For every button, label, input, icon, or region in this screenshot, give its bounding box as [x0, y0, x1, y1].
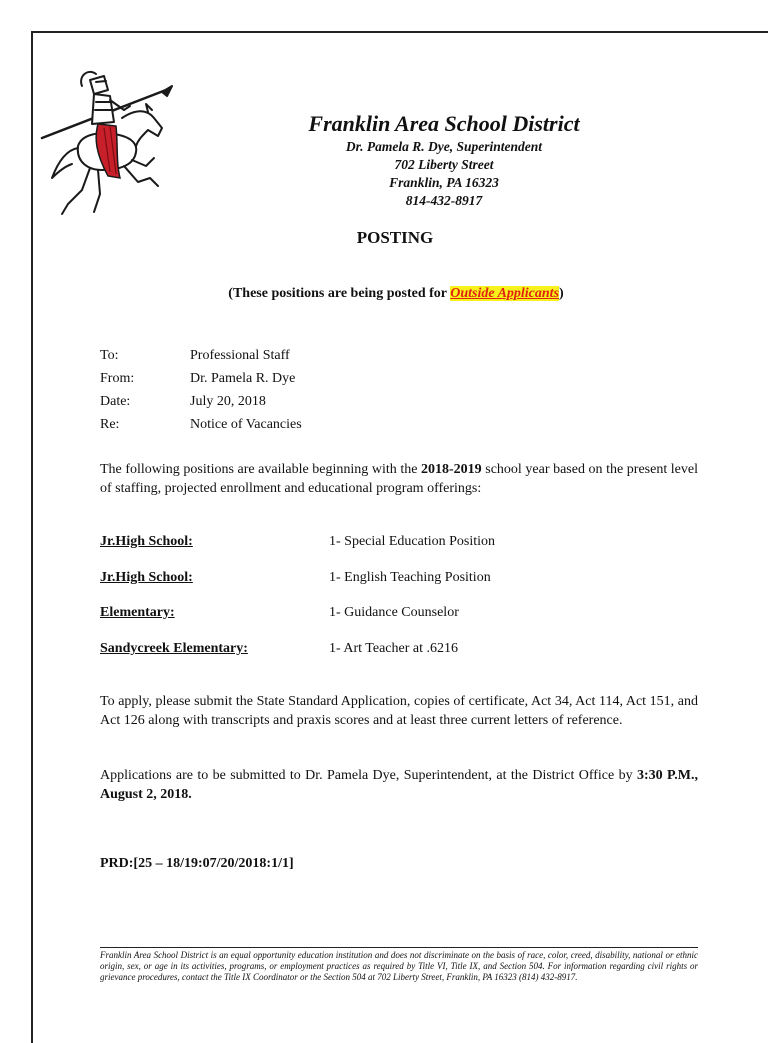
deadline-text: Applications are to be submitted to Dr. Pamela Dye, Superintendent, at the District Office by [100, 768, 637, 783]
memo-value: Dr. Pamela R. Dye [190, 371, 296, 386]
deadline-date: 3:30 P.M., August 2, 2018. [100, 768, 698, 802]
district-name: Franklin Area School District [308, 111, 580, 136]
vacancy-location: Sandycreek Elementary: [100, 641, 248, 656]
page-title: POSTING [356, 228, 434, 247]
knight-on-horse-icon [38, 66, 174, 220]
vacancy-location: Jr.High School: [100, 570, 193, 585]
reference-code: PRD:[25 – 18/19:07/20/2018:1/1] [100, 856, 294, 871]
vacancy-row [100, 641, 620, 657]
phone-number: 814-432-8917 [405, 193, 483, 208]
vacancy-position: 1- English Teaching Position [329, 570, 491, 585]
memo-value: Professional Staff [190, 348, 290, 363]
apply-paragraph: To apply, please submit the State Standard Application, copies of certificate, Act 34, Act 114, Act 151, and Act 126 along with transcripts and praxis scores and at least three current letters of reference. [100, 694, 698, 728]
memo-row-date [100, 390, 302, 413]
memo-row-re [100, 413, 302, 436]
superintendent-line: Dr. Pamela R. Dye, Superintendent [345, 139, 543, 154]
intro-text: The following positions are available beginning with the [100, 462, 422, 477]
memo-header [100, 344, 302, 436]
applicant-notice [100, 286, 692, 302]
notice-prefix: (These positions are being posted for [228, 286, 451, 301]
vacancy-row [100, 570, 620, 586]
intro-paragraph [100, 461, 698, 498]
vacancy-position: 1- Special Education Position [329, 534, 496, 549]
vacancy-row [100, 605, 620, 621]
school-year: 2018-2019 [421, 462, 482, 477]
memo-label: Date: [100, 394, 131, 409]
vacancy-position: 1- Art Teacher at .6216 [329, 641, 458, 656]
nondiscrimination-footer: Franklin Area School District is an equal opportunity education institution and does not discriminate on the basis of race, color, creed, disability, national or ethnic origin, sex, or age in its activities, programs, or employment practices as required by Title VI, Title IX, and Section 504. For information regarding civil rights or grievance procedures, contact the Title IX Coordinator or the Section 504 at 702 Liberty Street, Franklin, PA 16323 (814) 432-8917. [100, 947, 698, 983]
memo-value: Notice of Vacancies [190, 417, 302, 432]
street-address: 702 Liberty Street [394, 157, 494, 172]
memo-value: July 20, 2018 [190, 394, 266, 409]
deadline-paragraph [100, 767, 698, 804]
vacancy-position: 1- Guidance Counselor [329, 605, 459, 620]
notice-suffix: ) [559, 286, 564, 301]
memo-row-to [100, 344, 302, 367]
memo-label: From: [100, 371, 135, 386]
highlighted-audience: Outside Applicants [450, 286, 560, 301]
letterhead [240, 110, 648, 210]
vacancy-location: Jr.High School: [100, 534, 193, 549]
memo-row-from [100, 367, 302, 390]
intro-text-end: school year based on the present level of staffing, projected enrollment and educational program offerings: [100, 462, 698, 496]
vacancy-row [100, 534, 620, 550]
vacancy-location: Elementary: [100, 605, 175, 620]
memo-label: Re: [100, 417, 120, 432]
city-address: Franklin, PA 16323 [389, 175, 499, 190]
memo-label: To: [100, 348, 119, 363]
